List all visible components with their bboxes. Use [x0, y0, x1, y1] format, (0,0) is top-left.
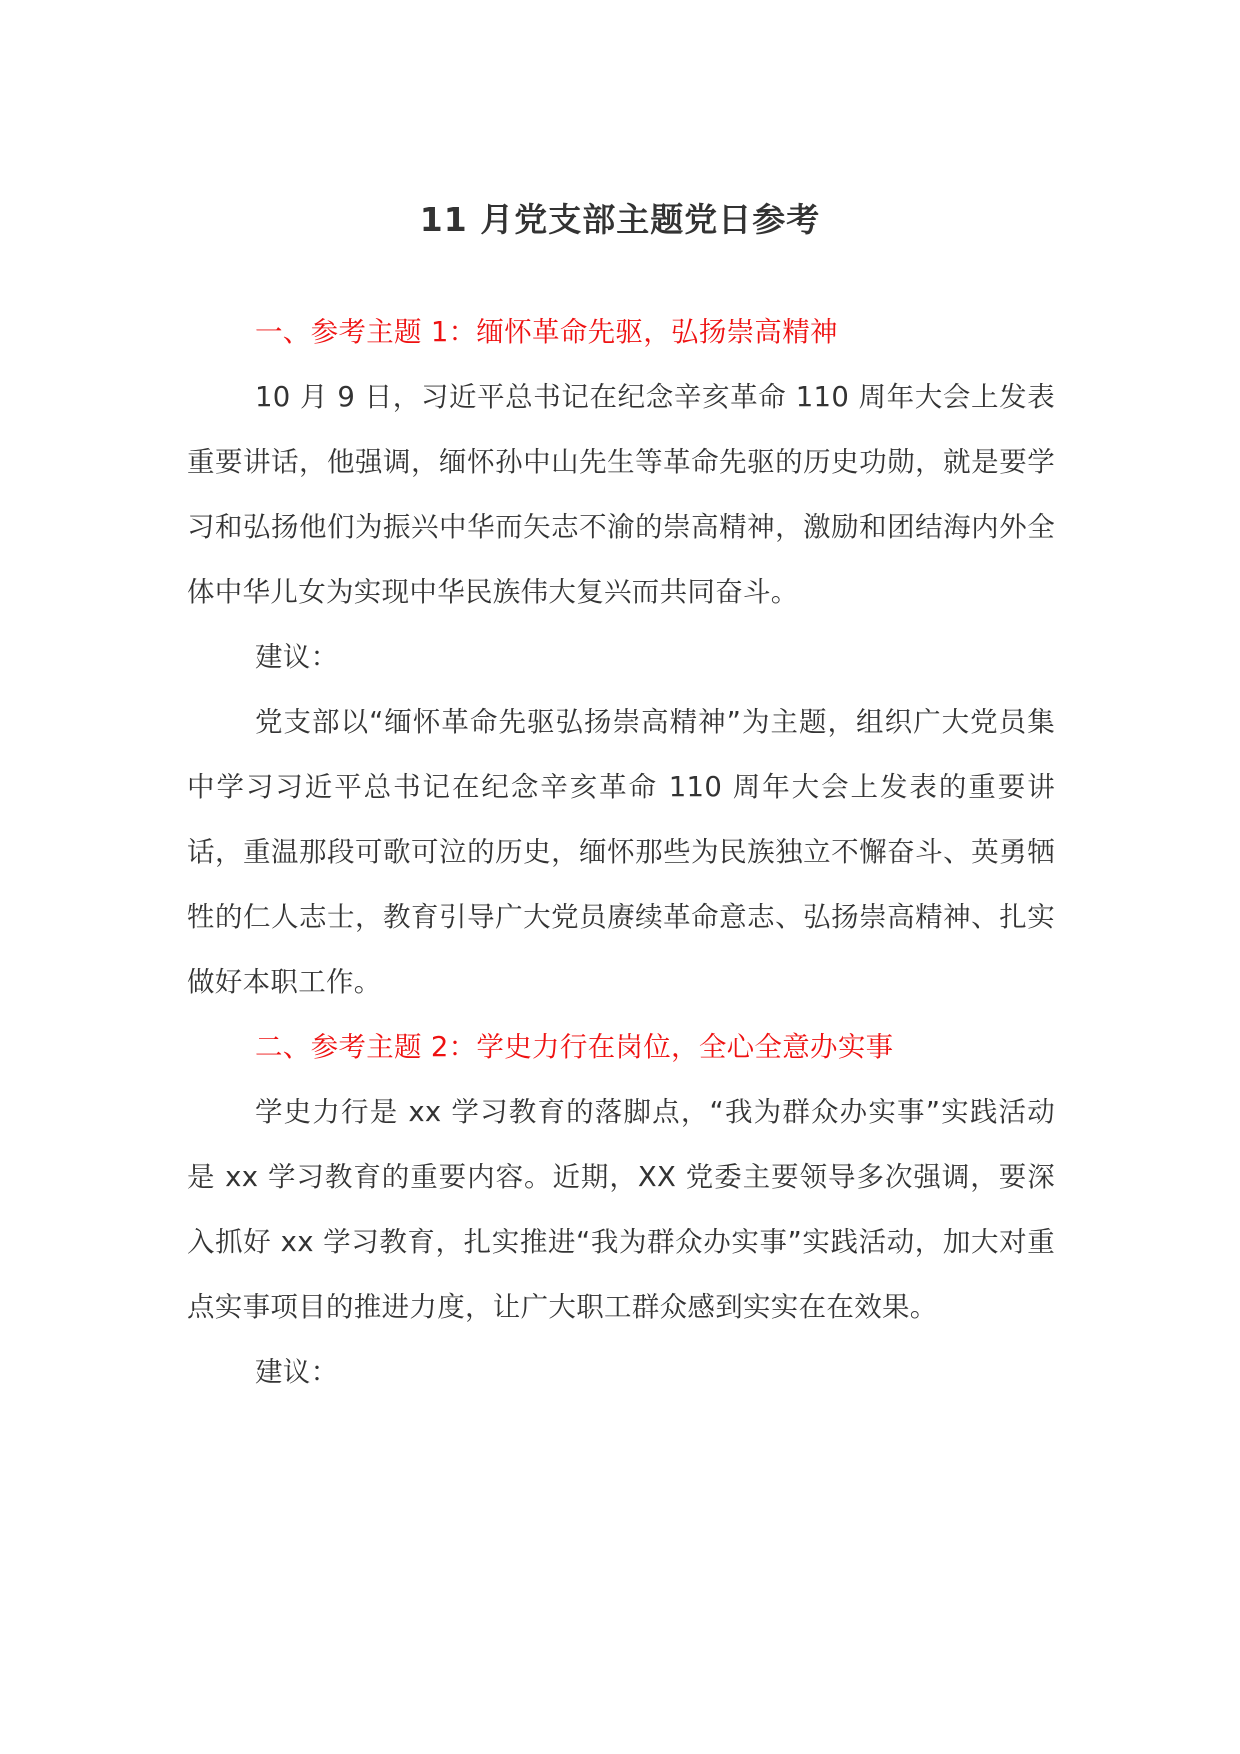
section-1-suggestion-label: 建议： [255, 641, 339, 673]
section-2-suggestion-label: 建议： [255, 1356, 339, 1388]
section-2-heading: 二、参考主题 2：学史力行在岗位，全心全意办实事 [255, 1031, 894, 1063]
section-1-suggestion: 党支部以“缅怀革命先驱弘扬崇高精神”为主题，组织广大党员集中学习习近平总书记在纪念辛亥革命 110 周年大会上发表的重要讲话，重温那段可歌可泣的历史，缅怀那些为民族独立不懈奋斗、英勇牺牲的仁人志士，教育引导广大党员赓续革命意志、弘扬崇高精神、扎实做好本职工作。 [187, 706, 1055, 998]
section-1-intro: 10 月 9 日，习近平总书记在纪念辛亥革命 110 周年大会上发表重要讲话，他强调，缅怀孙中山先生等革命先驱的历史功勋，就是要学习和弘扬他们为振兴中华而矢志不渝的崇高精神，激励和团结海内外全体中华儿女为实现中华民族伟大复兴而共同奋斗。 [187, 381, 1055, 608]
document-body [187, 300, 1055, 1405]
section-1-heading: 一、参考主题 1：缅怀革命先驱，弘扬崇高精神 [255, 316, 838, 348]
section-2-intro: 学史力行是 xx 学习教育的落脚点，“我为群众办实事”实践活动是 xx 学习教育的重要内容。近期，XX 党委主要领导多次强调，要深入抓好 xx 学习教育，扎实推进“我为群众办实事”实践活动，加大对重点实事项目的推进力度，让广大职工群众感到实实在在效果。 [187, 1096, 1055, 1323]
document-title: 11 月党支部主题党日参考 [419, 200, 821, 239]
